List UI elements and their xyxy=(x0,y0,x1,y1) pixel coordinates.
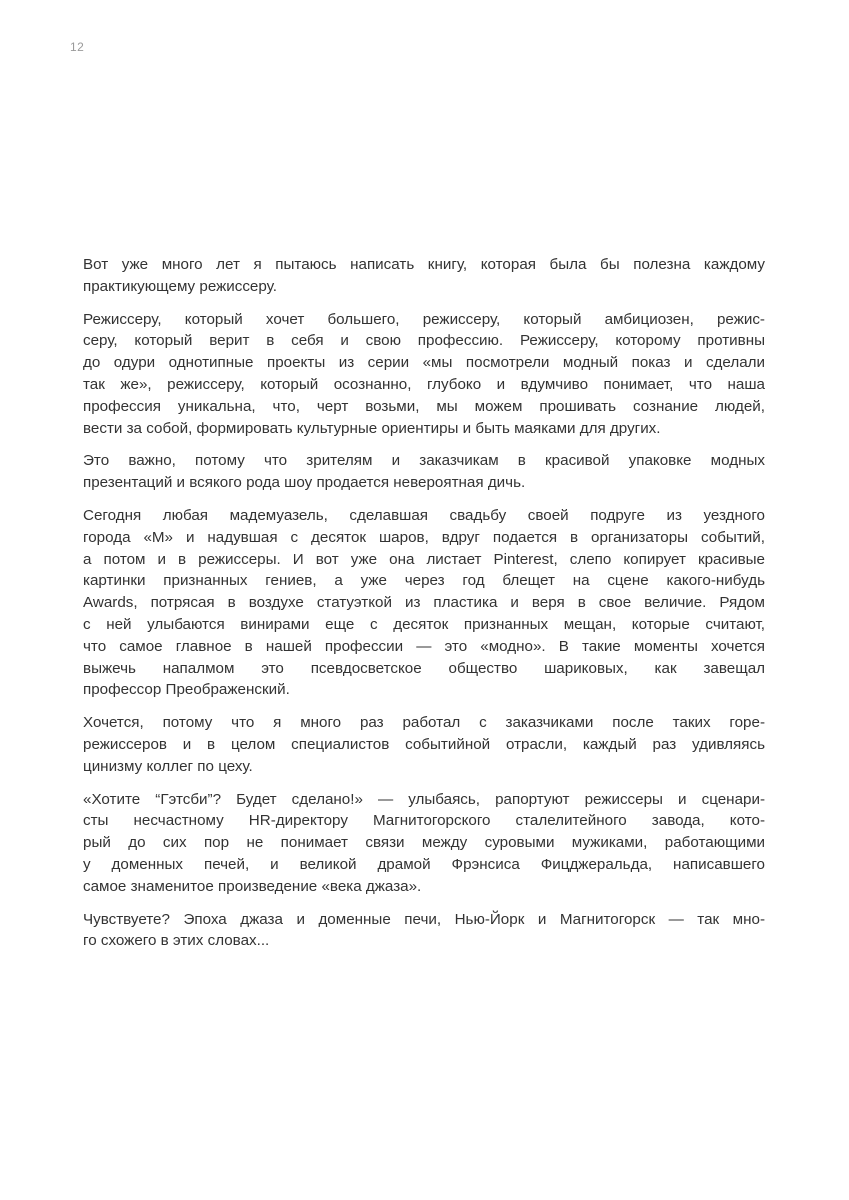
text-line: Чувствуете? Эпоха джаза и доменные печи, Нью-Йорк и Магнитогорск — так мно- xyxy=(83,910,765,928)
paragraph xyxy=(83,254,765,298)
text-line: до одури однотипные проекты из серии «мы посмотрели модный показ и сделали xyxy=(83,354,765,372)
text-line: Awards, потрясая в воздухе статуэткой из пластика и веря в свое величие. Рядом xyxy=(83,594,765,612)
text-line: Сегодня любая мадемуазель, сделавшая свадьбу своей подруге из уездного xyxy=(83,506,765,524)
text-line: профессор Преображенский. xyxy=(83,681,290,699)
text-line: что самое главное в нашей профессии — это «модно». В такие моменты хочется xyxy=(83,637,765,655)
text-line: города «М» и надувшая с десяток шаров, вдруг подается в организаторы событий, xyxy=(83,528,765,546)
text-line: самое знаменитое произведение «века джаза». xyxy=(83,877,422,895)
text-line: практикующему режиссеру. xyxy=(83,277,277,295)
text-line: цинизму коллег по цеху. xyxy=(83,757,253,775)
text-line: вести за собой, формировать культурные ориентиры и быть маяками для других. xyxy=(83,419,661,437)
text-line: Это важно, потому что зрителям и заказчикам в красивой упаковке модных xyxy=(83,452,765,470)
paragraph xyxy=(83,309,765,440)
text-line: с ней улыбаются винирами еще с десяток признанных мещан, которые считают, xyxy=(83,615,765,633)
text-line: профессия уникальна, что, черт возьми, мы можем прошивать сознание людей, xyxy=(83,397,765,415)
body-text xyxy=(83,254,765,963)
text-line: Вот уже много лет я пытаюсь написать книгу, которая была бы полезна каждому xyxy=(83,256,765,273)
text-line: Хочется, потому что я много раз работал с заказчиками после таких горе- xyxy=(83,714,765,732)
paragraph xyxy=(83,712,765,777)
text-line: выжечь напалмом это псевдосветское общество шариковых, как завещал xyxy=(83,659,765,677)
text-line: а потом и в режиссеры. И вот уже она листает Pinterest, слепо копирует красивые xyxy=(83,550,765,568)
text-line: серу, который верит в себя и свою профессию. Режиссеру, которому противны xyxy=(83,332,765,350)
paragraph xyxy=(83,789,765,898)
page-number: 12 xyxy=(70,40,85,54)
paragraph xyxy=(83,909,765,953)
text-line: го схожего в этих словах... xyxy=(83,932,270,950)
text-line: «Хотите “Гэтсби”? Будет сделано!» — улыбаясь, рапортуют режиссеры и сценари- xyxy=(83,790,765,808)
paragraph xyxy=(83,505,765,701)
text-line: так же», режиссеру, который осознанно, глубоко и вдумчиво понимает, что наша xyxy=(83,375,765,393)
text-line: рый до сих пор не понимает связи между суровыми мужиками, работающими xyxy=(83,834,765,852)
paragraph xyxy=(83,450,765,494)
text-line: картинки признанных гениев, а уже через год блещет на сцене какого-нибудь xyxy=(83,572,765,590)
text-line: сты несчастному HR-директору Магнитогорского сталелитейного завода, кото- xyxy=(83,812,765,830)
text-line: у доменных печей, и великой драмой Фрэнсиса Фицджеральда, написавшего xyxy=(83,855,765,873)
text-line: Режиссеру, который хочет большего, режиссеру, который амбициозен, режис- xyxy=(83,310,765,328)
text-line: презентаций и всякого рода шоу продается невероятная дичь. xyxy=(83,474,526,492)
text-line: режиссеров и в целом специалистов событийной отрасли, каждый раз удивляясь xyxy=(83,735,765,753)
